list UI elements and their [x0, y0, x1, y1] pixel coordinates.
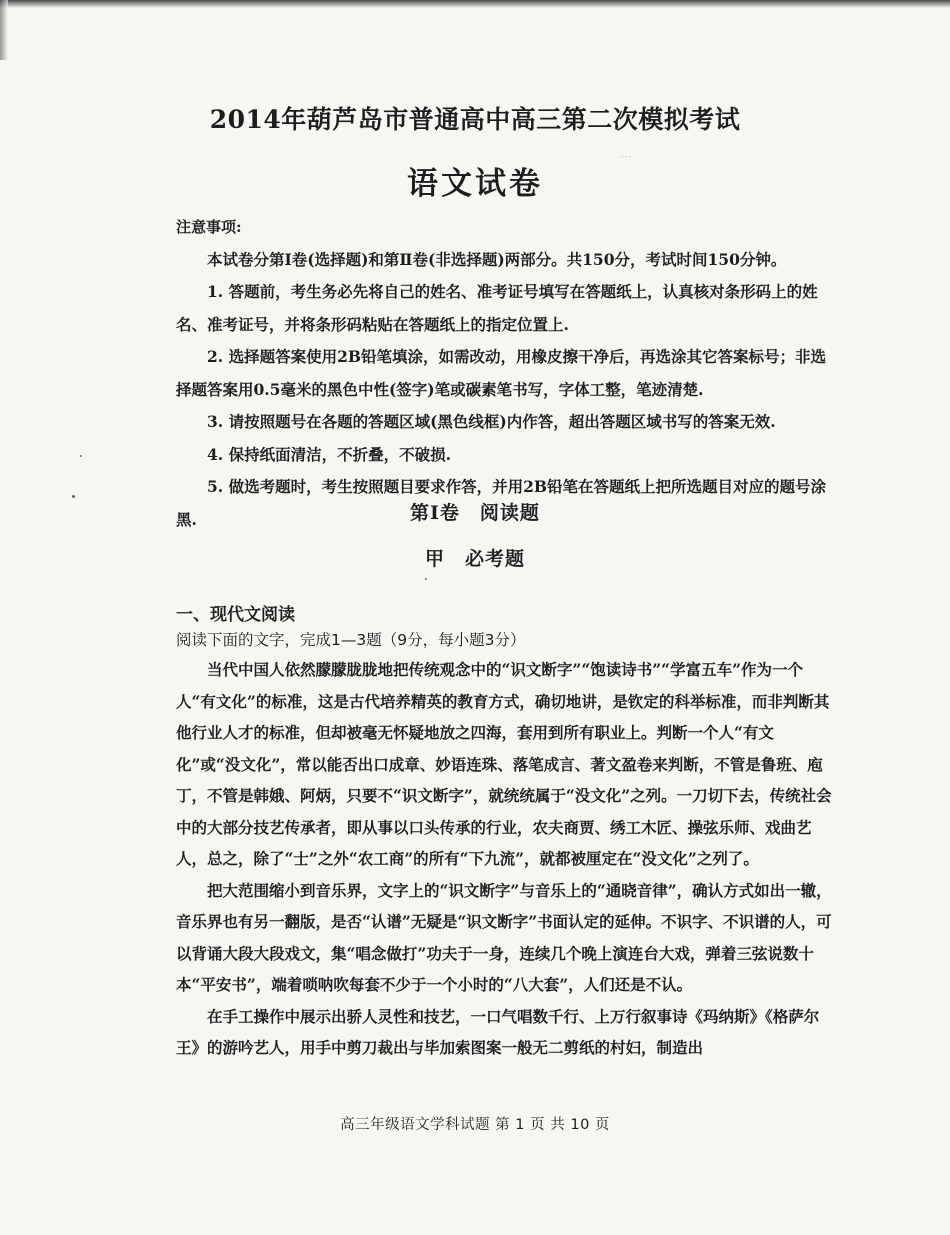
- passage-paragraph: 把大范围缩小到音乐界，文字上的“识文断字”与音乐上的“通晓音律”，确认方式如出一辙，音乐界也有另一翻版，是否“认谱”无疑是“识文断字”书面认定的延伸。不识字、不识谱的人，可以背诵大段大段戏文，集“唱念做打”功夫于一身，连续几个晚上演连台大戏，弹着三弦说数十本“平安书”，端着唢呐吹每套不少于一个小时的“八大套”，人们还是不认。: [176, 880, 832, 994]
- scan-edge-top: [0, 0, 950, 8]
- passage-paragraph: 在手工操作中展示出骄人灵性和技艺，一口气唱数千行、上万行叙事诗《玛纳斯》《格萨尔王》的游吟艺人，用手中剪刀裁出与毕加索图案一般无二剪纸的村妇，制造出: [176, 1006, 820, 1057]
- scan-speck: [80, 455, 82, 457]
- notes-item: 5. 做选考题时，考生按照题目要求作答，并用2B铅笔在答题纸上把所选题目对应的题号涂黑.: [176, 477, 826, 529]
- notes-item: 2. 选择题答案使用2B铅笔填涂，如需改动，用橡皮擦干净后，再选涂其它答案标号；非选择题答案用0.5毫米的黑色中性(签字)笔或碳素笔书写，字体工整，笔迹清楚.: [176, 347, 826, 399]
- notes-item: 3. 请按照题号在各题的答题区域(黑色线框)内作答，超出答题区域书写的答案无效.: [207, 412, 776, 431]
- scan-edge-left: [0, 0, 8, 60]
- exam-subtitle: 语文试卷: [407, 166, 543, 202]
- volume-heading: 第Ⅰ卷 阅读题: [410, 502, 540, 524]
- part-heading: 甲 必考题: [424, 548, 525, 570]
- notes-item: 1. 答题前，考生务必先将自己的姓名、准考证号填写在答题纸上，认真核对条形码上的姓名、准考证号，并将条形码粘贴在答题纸上的指定位置上.: [176, 282, 818, 334]
- reading-instruction: 阅读下面的文字，完成1—3题（9分，每小题3分）: [176, 631, 526, 649]
- scan-speck: [425, 578, 427, 580]
- exam-title: 2014年葫芦岛市普通高中高三第二次模拟考试: [209, 105, 741, 134]
- reading-passage: [176, 654, 834, 1064]
- notes-item: 4. 保持纸面清洁，不折叠，不破损.: [207, 444, 451, 464]
- reading-section-heading: 一、现代文阅读: [176, 605, 295, 625]
- page-footer: 高三年级语文学科试题 第 1 页 共 10 页: [340, 1117, 610, 1133]
- notes-block: [176, 211, 834, 536]
- passage-paragraph: 当代中国人依然朦朦胧胧地把传统观念中的“识文断字”“饱读诗书”“学富五车”作为一个人“有文化”的标准，这是古代培养精英的教育方式，确切地讲，是钦定的科举标准，而非判断其他行业人才的标准，但却被毫无怀疑地放之四海，套用到所有职业上。判断一个人“有文化”或“没文化”，常以能否出口成章、妙语连珠、落笔成言、著文盈卷来判断，不管是鲁班、庖丁，不管是韩娥、阿炳，只要不“识文断字”，就统统属于“没文化”之列。一刀切下去，传统社会中的大部分技艺传承者，即从事以口头传承的行业，农夫商贾、绣工木匠、操弦乐师、戏曲艺人，总之，除了“士”之外“农工商”的所有“下九流”，就都被厘定在“没文化”之列了。: [176, 660, 832, 868]
- notes-intro: 本试卷分第Ⅰ卷(选择题)和第Ⅱ卷(非选择题)两部分。共150分，考试时间150分钟。: [207, 249, 787, 269]
- notes-heading: 注意事项:: [176, 218, 242, 236]
- bleed-through: ···: [620, 150, 633, 165]
